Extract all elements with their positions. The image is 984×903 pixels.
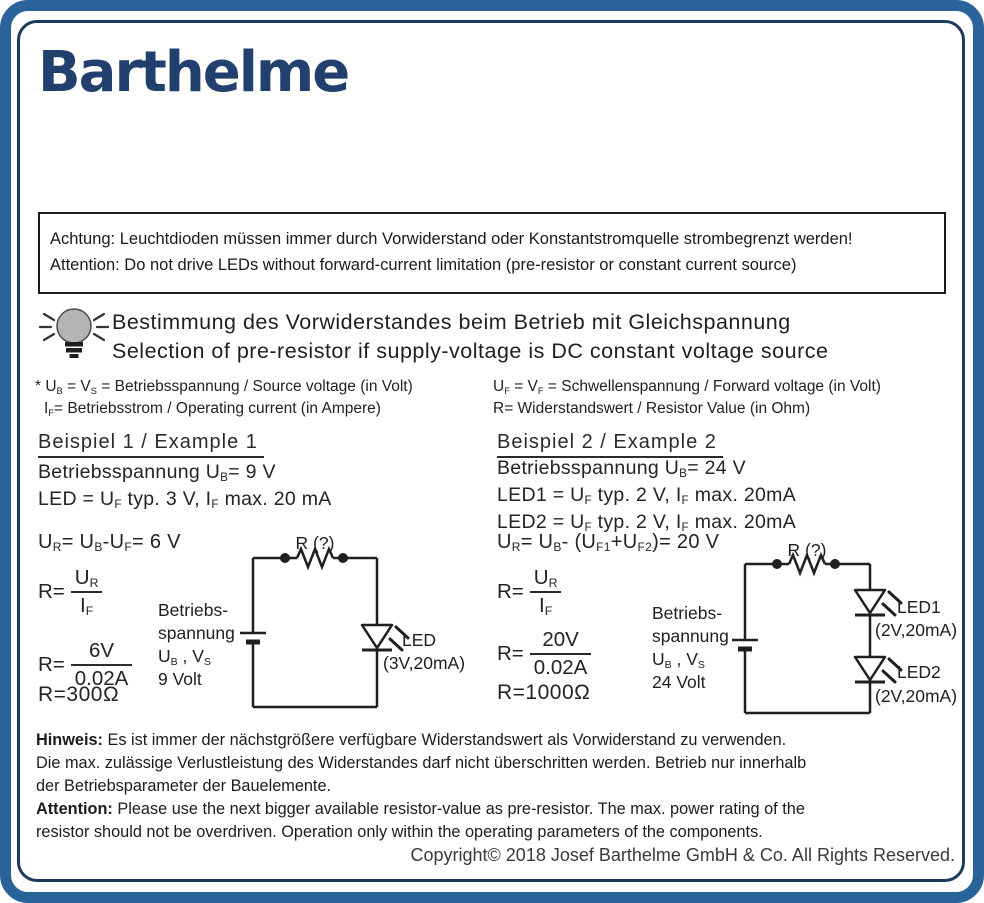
example2-result: R=1000Ω [497,681,591,704]
note-de-line3: der Betriebsparameter der Bauelemente. [36,777,332,795]
legend-ub: * $U_B = V_S$ = Betriebsspannung / Source voltage (in Volt) [35,378,413,396]
note-de-line2: Die max. zulässige Verlustleistung des Widerstandes darf nicht überschritten werden. Betrieb nur innerhalb [36,754,807,772]
example2-formula-frac1 [497,566,561,618]
warning-box [38,212,946,294]
resistor-label: R (?) [295,533,335,553]
battery-label: Betriebs- spannung $U_B$ , $V_S$ 24 Volt [652,603,729,692]
led1-spec: (2V,20mA) [875,620,958,640]
led-spec: (3V,20mA) [383,653,466,673]
frac-prefix: R= [497,580,524,603]
fraction [530,566,562,618]
example2-ur-formula: $U_R= U_B-$ $(U_{F1}+U_{F2})= 20$ V [497,531,720,555]
example2-heading: Beispiel 2 / Example 2 [497,431,723,458]
led1-label: LED1 [897,597,941,617]
note-en-line2: resistor should not be overdriven. Operation only within the operating parameters of the components. [36,823,763,841]
example1-supply: Betriebsspannung $U_B= 9$ V [38,461,276,485]
note-de-line1: Hinweis: Es ist immer der nächstgrößere verfügbare Widerstandswert als Vorwiderstand zu verwenden. [36,731,787,749]
section-title-en: Selection of pre-resistor if supply-voltage is DC constant voltage source [112,339,829,363]
example2-supply: Betriebsspannung $U_B= 24$ V [497,457,746,481]
example1-ur-formula: $U_R= U_B-U_F= 6$ V [38,531,181,555]
fraction-numerator: $U_R$ [530,566,562,593]
example1-formula-frac1 [38,566,102,618]
example1-led: LED = $U_F$ typ. 3 V, $I_F$ max. 20 mA [38,488,332,512]
fraction-denominator: $I_F$ [539,594,553,619]
fraction [530,628,592,680]
frac-prefix: R= [38,580,65,603]
legend-left [35,376,413,420]
example2-led2: $LED2 = U_F$ typ. 2 V, $I_F$ max. 20mA [497,511,797,535]
fraction-numerator: $U_R$ [71,566,103,593]
notes-block [36,729,806,844]
fraction-numerator: 20V [530,628,592,655]
example1-heading: Beispiel 1 / Example 1 [38,431,264,458]
copyright-text: Copyright© 2018 Josef Barthelme GmbH & Co. All Rights Reserved. [410,845,955,865]
led-symbol [362,625,392,648]
example1-result: R=300Ω [38,683,120,706]
legend-if: $I_F=$ Betriebsstrom / Operating current (in Ampere) [44,400,381,418]
led2-spec: (2V,20mA) [875,686,958,706]
fraction-denominator: 0.02A [533,656,588,679]
barthelme-logo: Barthelme [38,40,349,105]
example2-formula-frac2 [497,628,591,680]
led-label: LED [402,630,437,650]
battery-label: Betriebs- spannung $U_B$ , $V_S$ 9 Volt [158,600,235,689]
fraction-numerator: 6V [71,639,133,666]
legend-right [493,376,881,420]
fraction [71,566,103,618]
led1-symbol [855,590,885,613]
legend-r: R= Widerstandswert / Resistor Value (in Ohm) [493,400,811,417]
example2-led1: $LED1 = U_F$ typ. 2 V, $I_F$ max. 20mA [497,484,797,508]
circuit-diagram-example1 [240,528,485,713]
warning-line-de: Achtung: Leuchtdioden müssen immer durch Vorwiderstand oder Konstantstromquelle strombegrenzt werden! [50,230,853,248]
legend-uf: $U_F = V_F$ = Schwellenspannung / Forward voltage (in Volt) [493,378,881,396]
frac-prefix: R= [497,642,524,665]
section-title-de: Bestimmung des Vorwiderstandes beim Betrieb mit Gleichspannung [112,310,791,334]
warning-line-en: Attention: Do not drive LEDs without forward-current limitation (pre-resistor or constant current source) [50,256,797,274]
resistor-label: R (?) [787,540,827,560]
note-en-line1: Attention: Please use the next bigger available resistor-value as pre-resistor. The max. power rating of the [36,800,805,818]
led2-label: LED2 [897,662,941,682]
led2-symbol [855,657,885,680]
lightbulb-icon [34,300,114,364]
section-title [112,308,828,366]
frac-prefix: R= [38,653,65,676]
fraction-denominator: 0.02A [74,667,129,690]
fraction-denominator: $I_F$ [80,594,94,619]
